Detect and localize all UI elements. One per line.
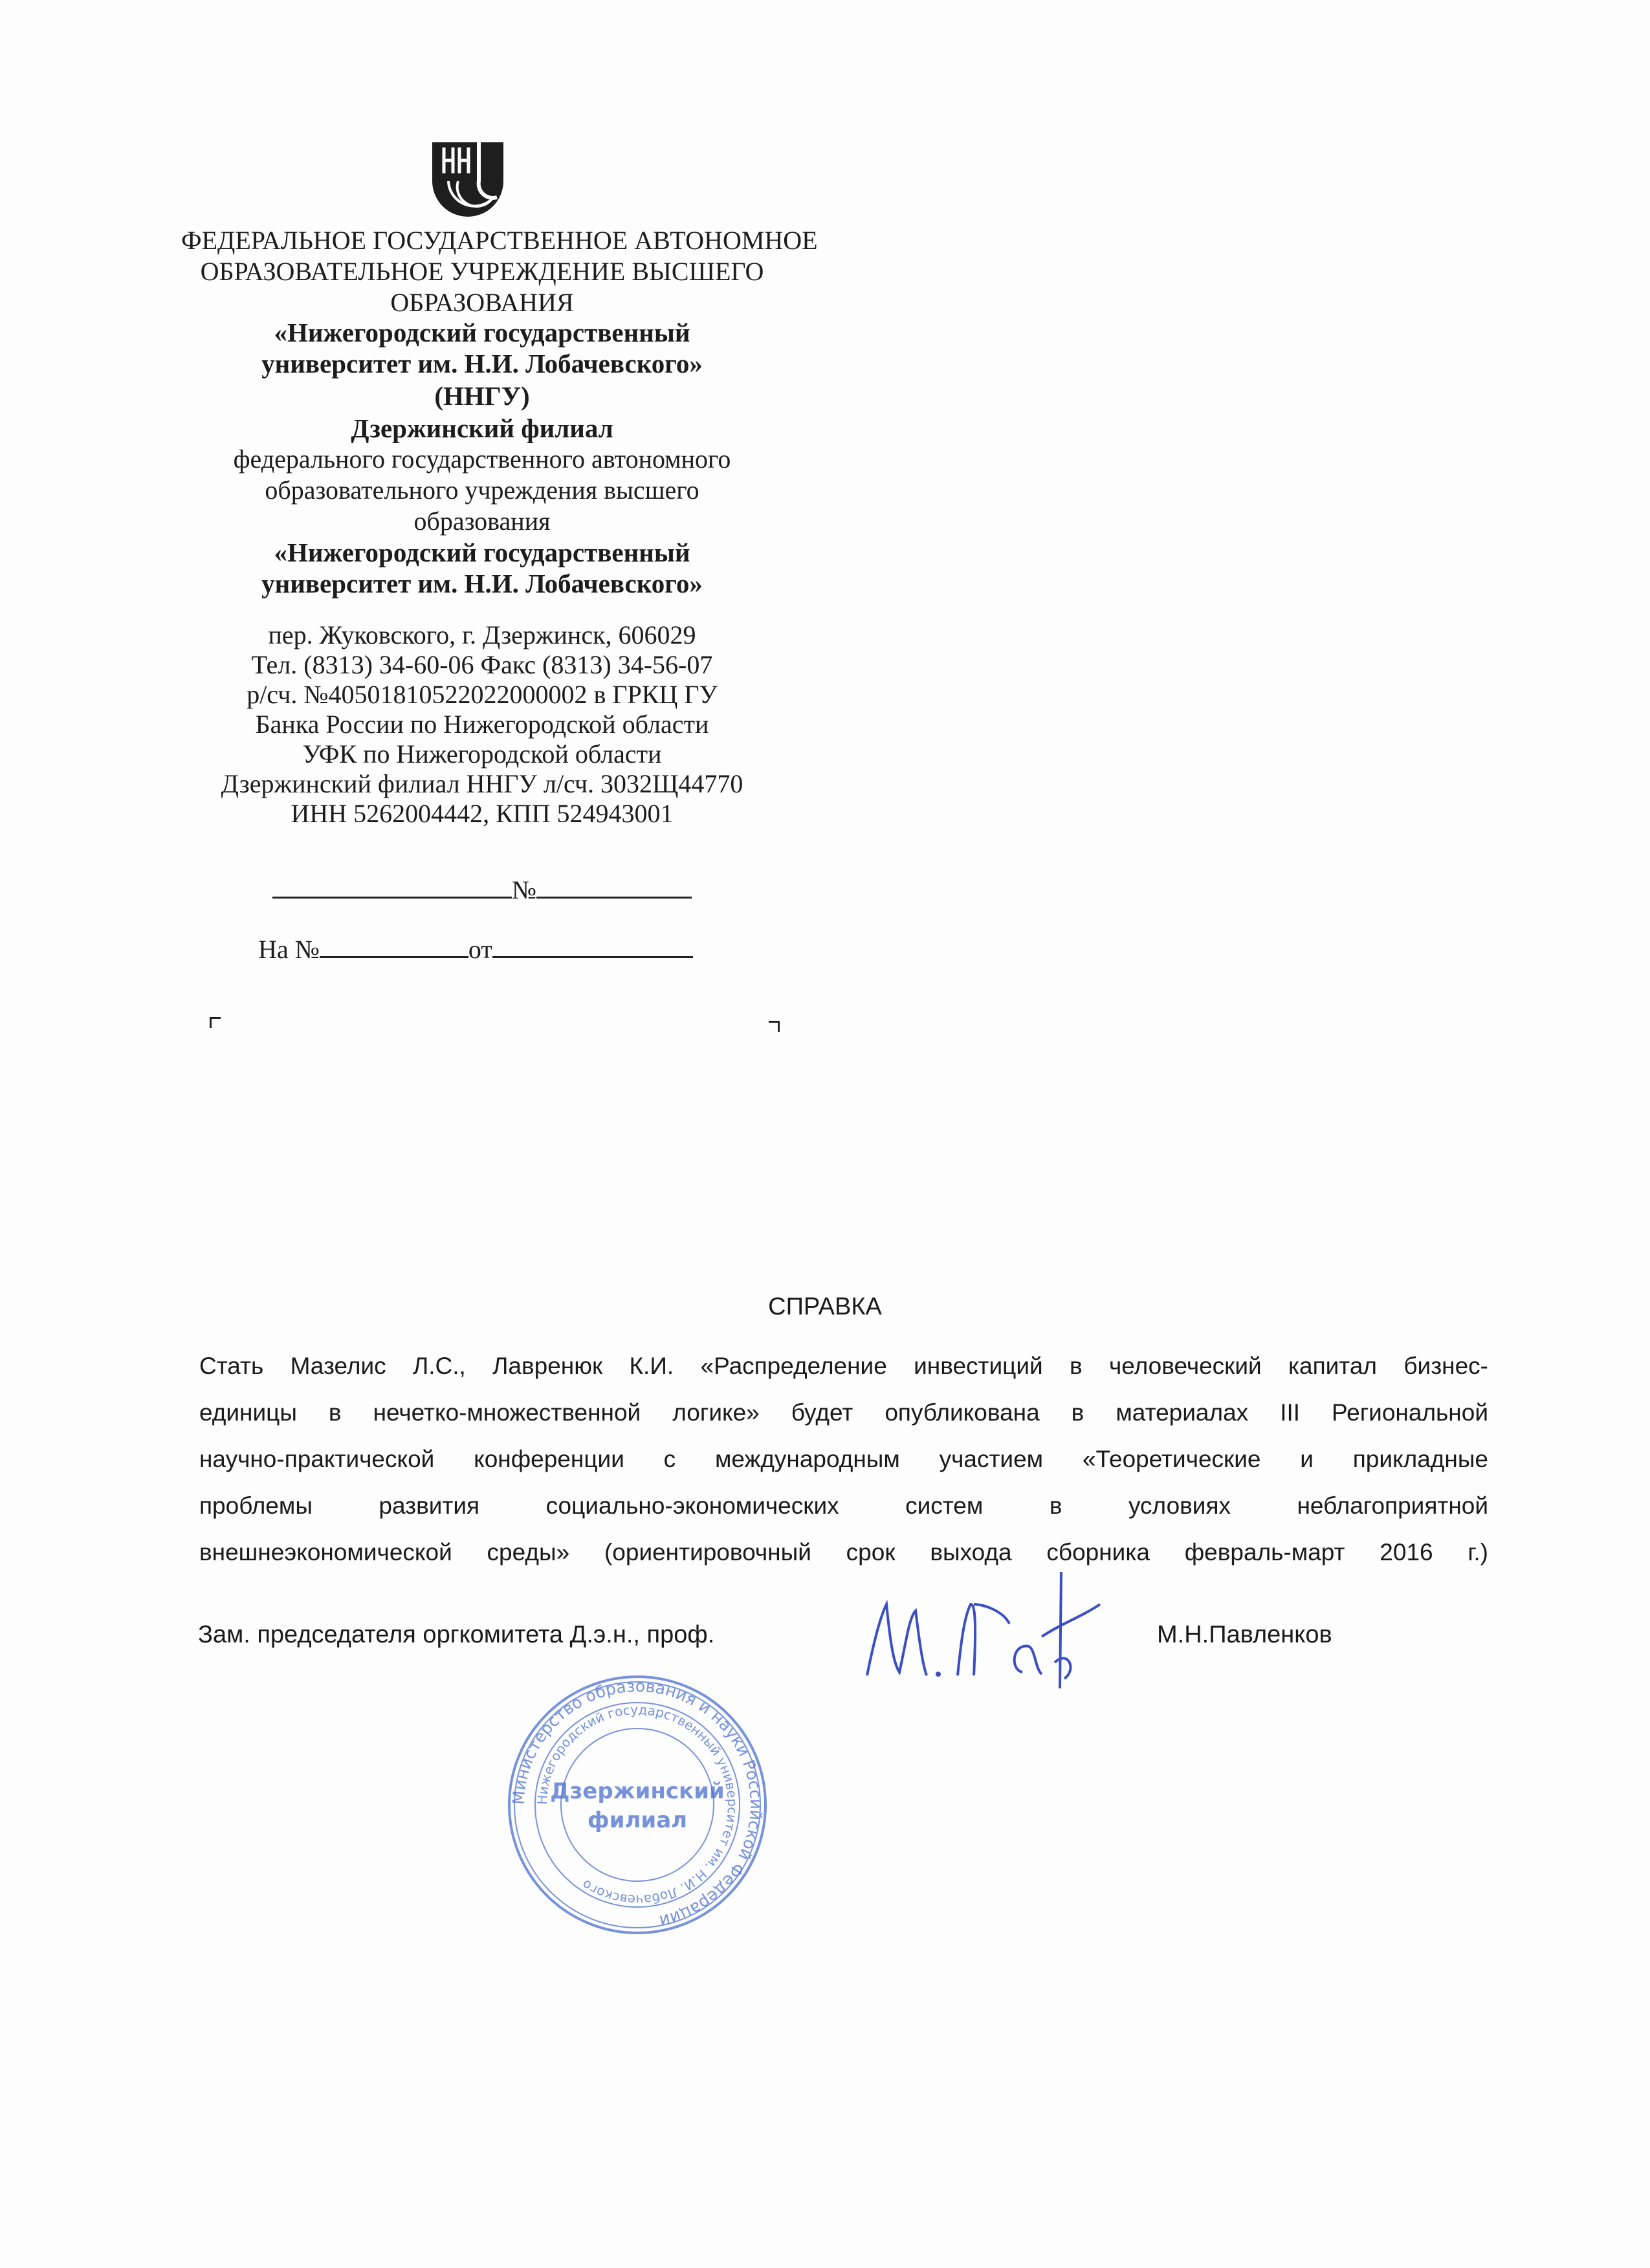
date-blank xyxy=(272,873,512,899)
document-title: СПРАВКА xyxy=(768,1293,882,1320)
reply-field xyxy=(175,933,776,964)
body-line: проблемы развития социально-экономических систем в условиях неблагоприятной xyxy=(199,1492,1488,1519)
official-stamp xyxy=(505,1672,770,1937)
signer-position: Зам. председателя оргкомитета Д.э.н., проф. xyxy=(198,1621,715,1648)
reply-date-blank xyxy=(492,933,693,958)
header-line: ОБРАЗОВАТЕЛЬНОЕ УЧРЕЖДЕНИЕ ВЫСШЕГО xyxy=(200,257,764,286)
reply-number-blank xyxy=(320,933,468,958)
outgoing-number-field xyxy=(181,873,783,902)
signer-name: М.Н.Павленков xyxy=(1157,1621,1332,1648)
stamp-center-line1: Дзержинский xyxy=(550,1778,725,1804)
address-corner-right xyxy=(769,1021,780,1032)
university-logo xyxy=(419,136,516,223)
university-name: университет им. Н.И. Лобачевского» xyxy=(261,349,703,378)
bank-name: Банка России по Нижегородской области xyxy=(255,710,709,739)
header-line: федерального государственного автономного xyxy=(233,444,731,474)
stamp-center-line2: филиал xyxy=(587,1807,688,1833)
university-name: «Нижегородский государственный xyxy=(274,538,690,567)
body-line: научно-практической конференции с международным участием «Теоретические и прикладные xyxy=(199,1446,1488,1472)
from-label: от xyxy=(468,935,492,964)
document-body xyxy=(199,1352,1488,1585)
personal-account: Дзержинский филиал ННГУ л/сч. 3032Щ44770 xyxy=(221,769,743,798)
body-line: единицы в нечетко-множественной логике» будет опубликована в материалах III Региональной xyxy=(199,1399,1488,1426)
university-name: университет им. Н.И. Лобачевского» xyxy=(261,569,703,598)
header-line: образования xyxy=(413,507,551,536)
bank-account: р/сч. №40501810522022000002 в ГРКЦ ГУ xyxy=(247,680,718,709)
number-blank xyxy=(536,873,692,899)
address-corner-left xyxy=(210,1017,221,1028)
university-abbr: (ННГУ) xyxy=(434,381,530,411)
address: пер. Жуковского, г. Дзержинск, 606029 xyxy=(268,620,696,649)
body-line: Стать Мазелис Л.С., Лавренюк К.И. «Распределение инвестиций в человеческий капитал бизнес- xyxy=(199,1353,1488,1379)
treasury: УФК по Нижегородской области xyxy=(302,739,662,769)
body-line: внешнеэкономической среды» (ориентировочный срок выхода сборника февраль-март 2016 г.) xyxy=(199,1539,1488,1565)
branch-name: Дзержинский филиал xyxy=(351,413,613,443)
stamp-outer-text: Министерство образования и науки Российской Федерации xyxy=(509,1676,766,1931)
number-label: № xyxy=(511,875,537,904)
header-line: ОБРАЗОВАНИЯ xyxy=(390,288,574,317)
header-line: образовательного учреждения высшего xyxy=(265,475,699,505)
reply-label: На № xyxy=(258,935,320,964)
handwritten-signature xyxy=(854,1565,1132,1695)
stamp-inner-text: Нижегородский государственный университет им. Н.И. Лобачевского xyxy=(534,1701,741,1908)
university-name: «Нижегородский государственный xyxy=(274,318,690,347)
header-line: ФЕДЕРАЛЬНОЕ ГОСУДАРСТВЕННОЕ АВТОНОМНОЕ xyxy=(181,226,818,255)
tax-ids: ИНН 5262004442, КПП 524943001 xyxy=(291,799,674,828)
phone-fax: Тел. (8313) 34-60-06 Факс (8313) 34-56-07 xyxy=(251,650,713,679)
